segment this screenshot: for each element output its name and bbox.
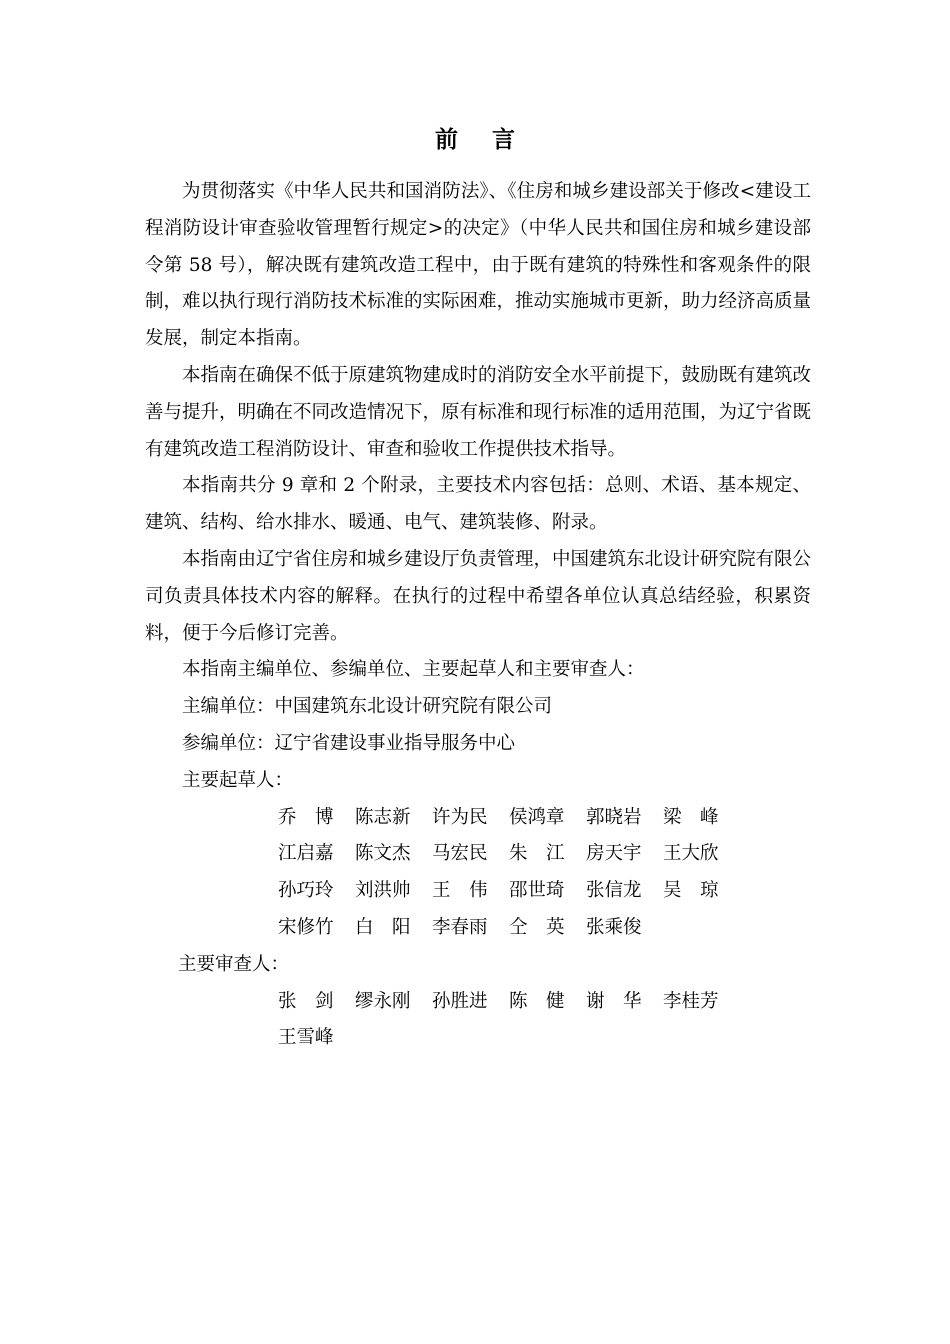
drafters-row [278, 910, 811, 947]
paragraph-management: 本指南由辽宁省住房和城乡建设厅负责管理，中国建筑东北设计研究院有限公司负责具体技术内容的解释。在执行的过程中希望各单位认真总结经验，积累资料，便于今后修订完善。 [145, 548, 812, 644]
drafter-name: 马宏民 [432, 843, 488, 865]
drafter-name: 张信龙 [586, 880, 642, 902]
drafters-label: 主要起草人： [182, 769, 294, 791]
drafter-name: 宋修竹 [278, 916, 334, 938]
paragraph-contents: 本指南共分 9 章和 2 个附录，主要技术内容包括：总则、术语、基本规定、建筑、结构、给水排水、暖通、电气、建筑装修、附录。 [145, 475, 811, 534]
reviewers-list [145, 984, 811, 1058]
drafter-name: 侯鸿章 [509, 806, 565, 828]
reviewer-name: 李桂芳 [663, 990, 719, 1012]
drafters-list [145, 800, 811, 947]
drafters-row [278, 836, 811, 873]
drafter-name: 郭晓岩 [586, 806, 642, 828]
reviewer-name: 王雪峰 [278, 1027, 334, 1049]
reviewer-name: 缪永刚 [355, 990, 411, 1012]
drafter-name: 梁 峰 [663, 806, 719, 828]
drafter-name: 乔 博 [278, 806, 334, 828]
drafter-name: 张乘俊 [586, 916, 642, 938]
drafter-name: 孙巧玲 [278, 880, 334, 902]
reviewers-label: 主要审查人： [178, 953, 290, 975]
units-intro-line: 本指南主编单位、参编单位、主要起草人和主要审查人： [182, 659, 645, 681]
chief-unit-line: 主编单位：中国建筑东北设计研究院有限公司 [182, 696, 553, 718]
paragraph-principle: 本指南在确保不低于原建筑物建成时的消防安全水平前提下，鼓励既有建筑改善与提升，明确在不同改造情况下，原有标准和现行标准的适用范围，为辽宁省既有建筑改造工程消防设计、审查和验收工作提供技术指导。 [145, 364, 812, 460]
reviewers-row [278, 1020, 811, 1057]
drafter-name: 王大欣 [663, 843, 719, 865]
paragraph-purpose: 为贯彻落实《中华人民共和国消防法》、《住房和城乡建设部关于修改<建设工程消防设计审查验收管理暂行规定>的决定》（中华人民共和国住房和城乡建设部令第 58 号），解决既有建筑改造工程中，由于既有建筑的特殊性和客观条件的限制，难以执行现行消防技术标准的实际困难，推动实施城市更新，助力经济高质量发展，制定本指南。 [145, 181, 812, 350]
reviewer-name: 谢 华 [586, 990, 642, 1012]
drafters-row [278, 873, 811, 910]
page-title: 前言 [435, 126, 549, 153]
drafter-name: 陈文杰 [355, 843, 411, 865]
reviewer-name: 张 剑 [278, 990, 334, 1012]
drafter-name: 江启嘉 [278, 843, 334, 865]
drafter-name: 朱 江 [509, 843, 565, 865]
drafter-name: 白 阳 [355, 916, 411, 938]
drafter-name: 邵世琦 [509, 880, 565, 902]
reviewer-name: 孙胜进 [432, 990, 488, 1012]
drafter-name: 吴 琼 [663, 880, 719, 902]
drafter-name: 房天宇 [586, 843, 642, 865]
drafters-row [278, 800, 811, 837]
drafter-name: 王 伟 [432, 880, 488, 902]
reviewers-row [278, 984, 811, 1021]
drafter-name: 刘洪帅 [355, 880, 411, 902]
drafter-name: 仝 英 [509, 916, 565, 938]
reviewer-name: 陈 健 [509, 990, 565, 1012]
drafter-name: 李春雨 [432, 916, 488, 938]
document-body [145, 174, 811, 1057]
drafter-name: 陈志新 [355, 806, 411, 828]
participating-unit-line: 参编单位：辽宁省建设事业指导服务中心 [182, 732, 516, 754]
drafter-name: 许为民 [432, 806, 488, 828]
